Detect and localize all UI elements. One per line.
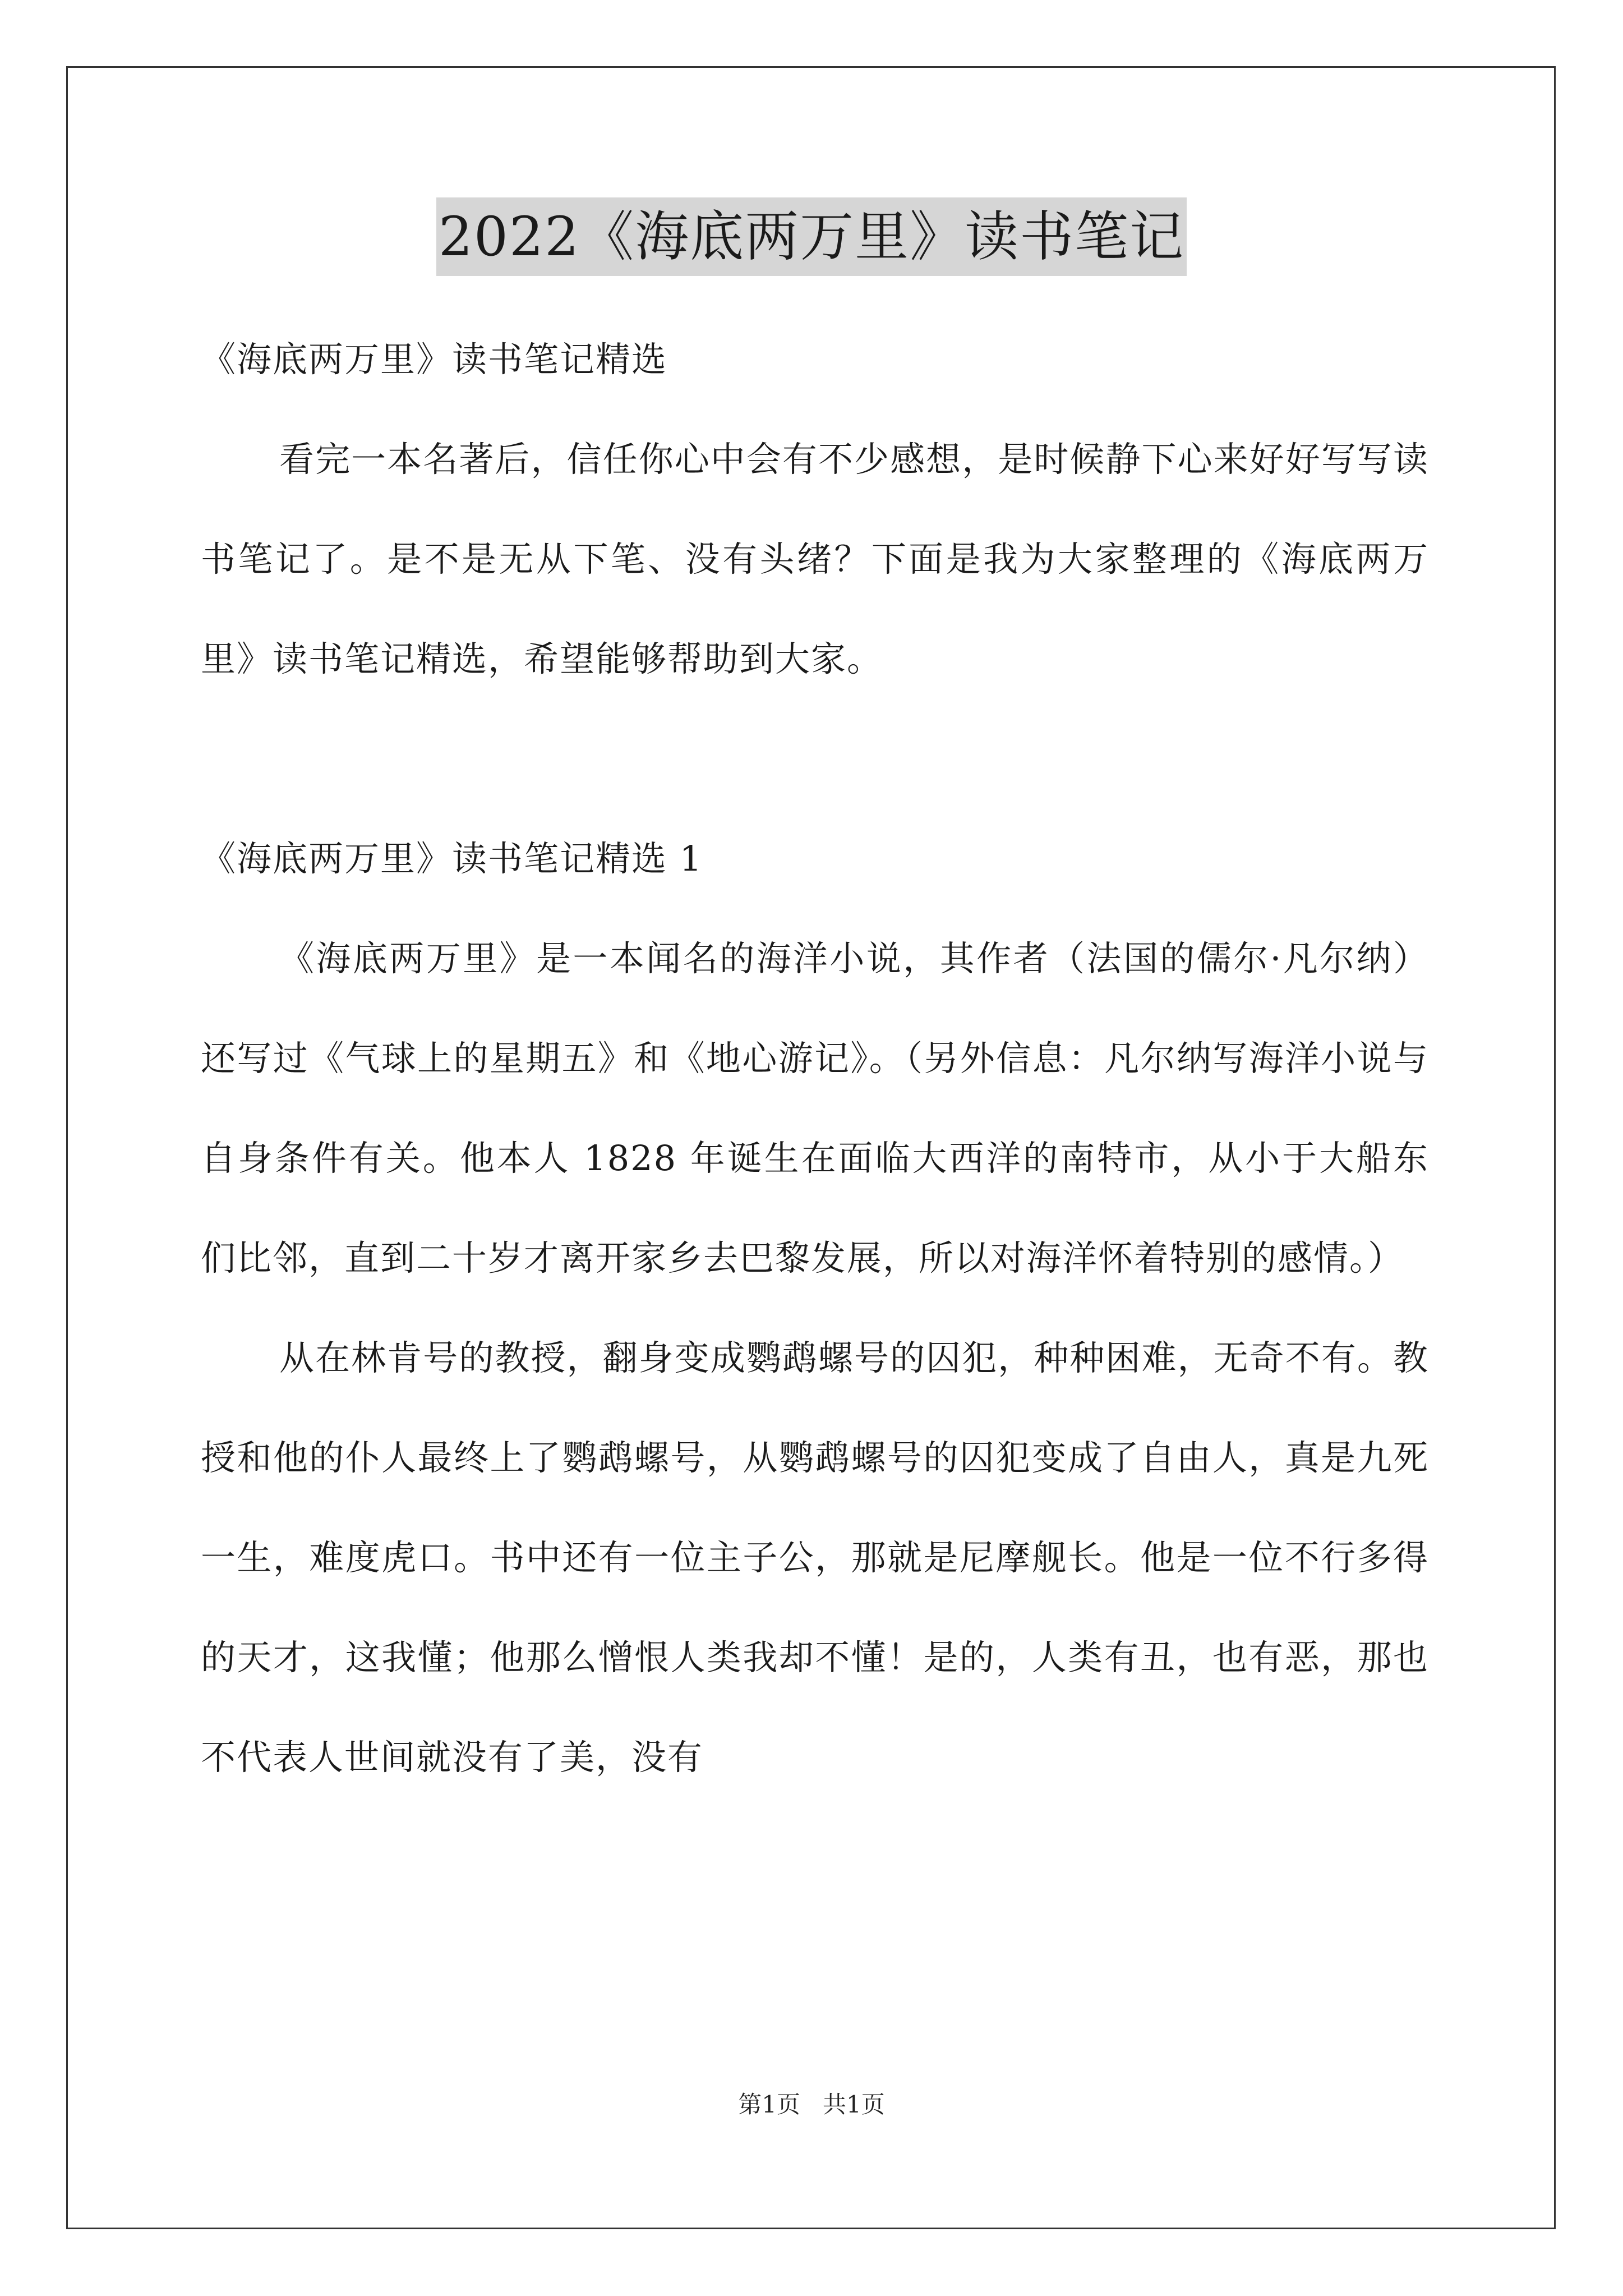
document-body — [201, 310, 1429, 1807]
body-paragraph-1: 《海底两万里》是一本闻名的海洋小说，其作者（法国的儒尔·凡尔纳）还写过《气球上的星期五》和《地心游记》。（另外信息：凡尔纳写海洋小说与自身条件有关。他本人 1828 年诞生在面临大西洋的南特市，从小于大船东们比邻，直到二十岁才离开家乡去巴黎发展，所以对海洋怀着特别的感情。） — [201, 938, 1429, 1278]
section-heading: 《海底两万里》读书笔记精选 1 — [201, 838, 703, 879]
subtitle: 《海底两万里》读书笔记精选 — [201, 339, 668, 380]
page-footer: 第1页 共1页 — [738, 2091, 885, 2118]
body-paragraph-2: 从在林肯号的教授，翻身变成鹦鹉螺号的囚犯，种种困难，无奇不有。教授和他的仆人最终上了鹦鹉螺号，从鹦鹉螺号的囚犯变成了自由人，真是九死一生，难度虎口。书中还有一位主子公，那就是尼摩舰长。他是一位不行多得的天才，这我懂；他那么憎恨人类我却不懂！是的，人类有丑，也有恶，那也不代表人世间就没有了美，没有 — [201, 1337, 1429, 1778]
title-container — [0, 197, 1623, 276]
document-title: 2022《海底两万里》读书笔记 — [436, 197, 1187, 276]
intro-paragraph: 看完一本名著后，信任你心中会有不少感想，是时候静下心来好好写写读书笔记了。是不是无从下笔、没有头绪？下面是我为大家整理的《海底两万里》读书笔记精选，希望能够帮助到大家。 — [201, 439, 1429, 679]
paragraph-gap — [201, 709, 1429, 809]
